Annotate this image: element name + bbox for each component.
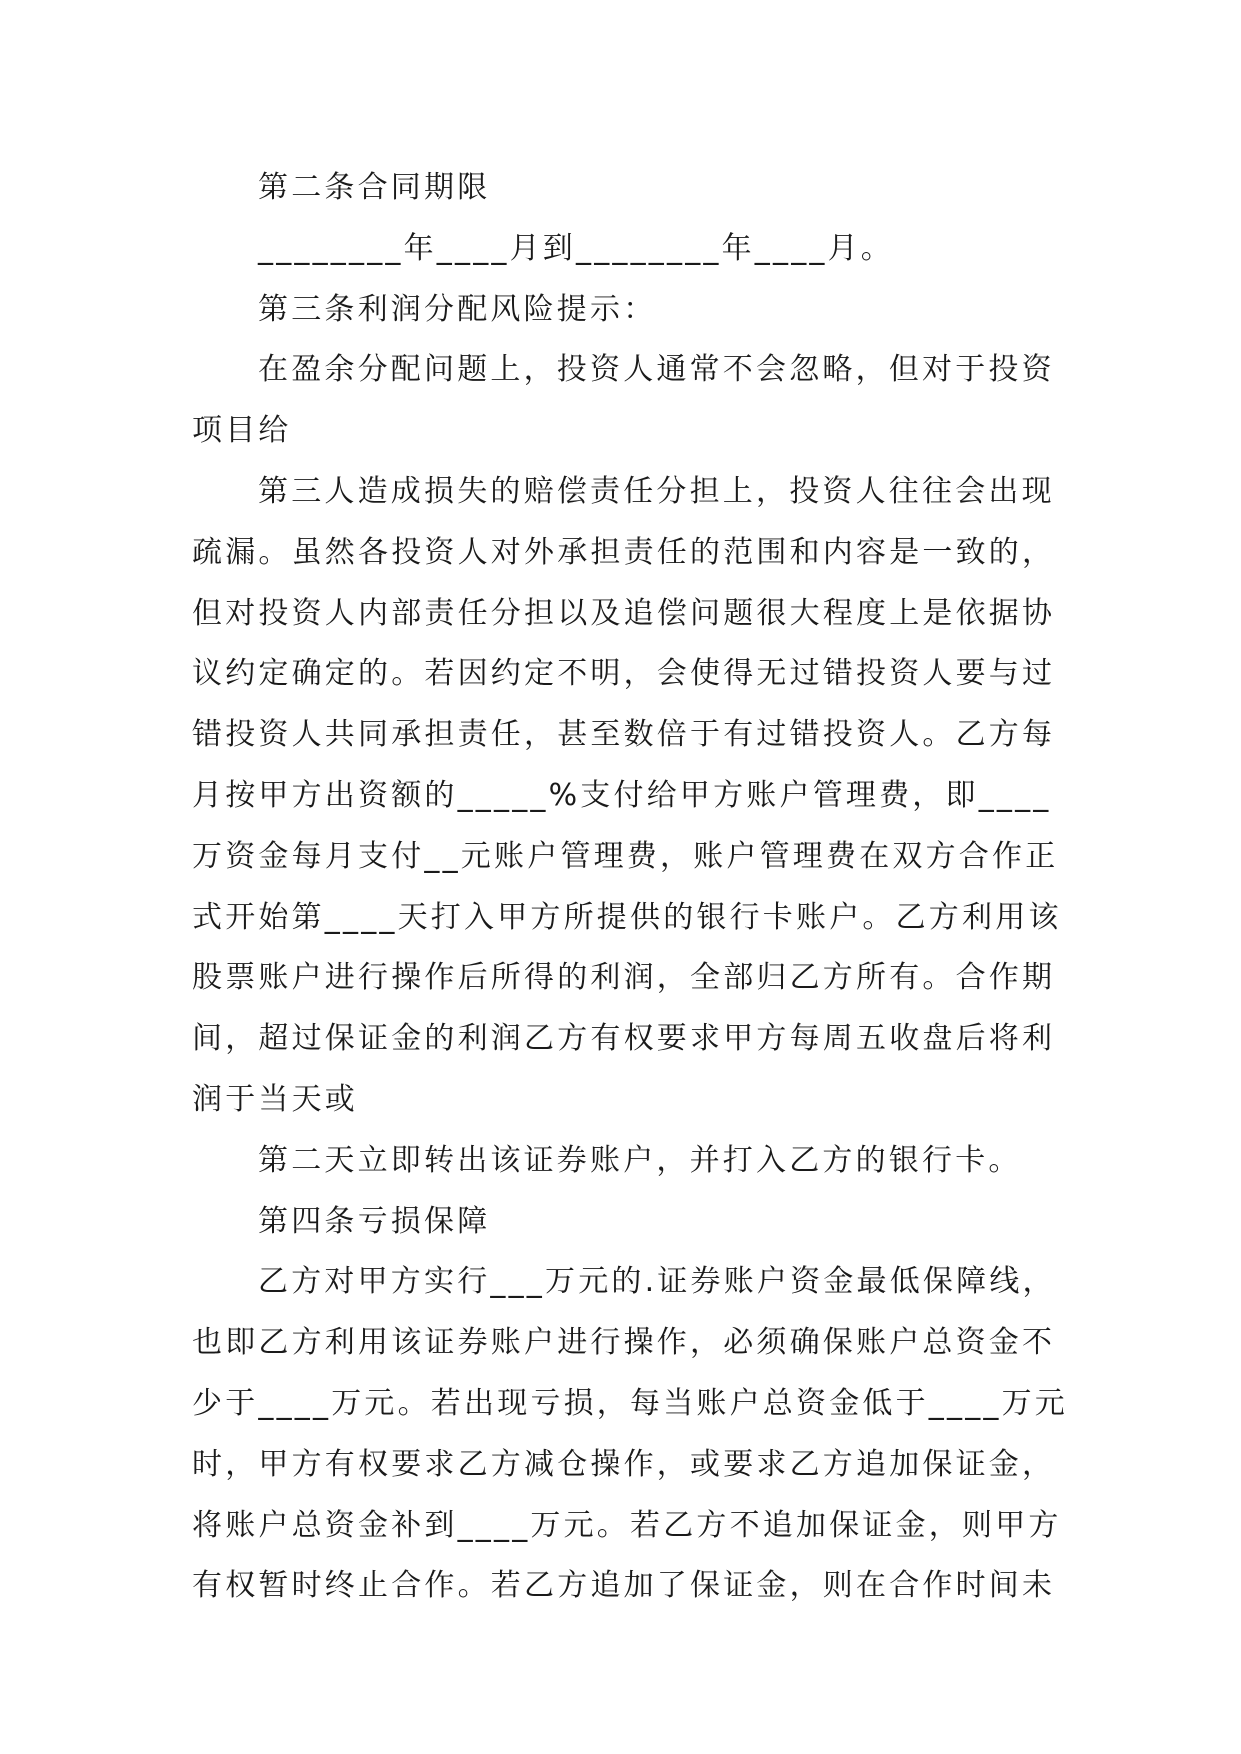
paragraph-article-3-title: 第三条利润分配风险提示： bbox=[258, 291, 657, 327]
paragraph-contract-period: ________年____月到________年____月。 bbox=[258, 230, 894, 266]
paragraph-transfer-out: 第二天立即转出该证券账户，并打入乙方的银行卡。 bbox=[258, 1142, 1022, 1178]
paragraph-loss-guarantee: 乙方对甲方实行___万元的.证券账户资金最低保障线，也即乙方利用该证券账户进行操作，必须确保账户总资金不少于____万元。若出现亏损，每当账户总资金低于____万元时，甲方有权要求乙方减仓操作，或要求乙方追加保证金，将账户总资金补到____万元。若乙方不追加保证金，则甲方有权暂时终止合作。若乙方追加了保证金，则在合作时间未 bbox=[192, 1264, 1068, 1604]
paragraph-profit-distribution: 在盈余分配问题上，投资人通常不会忽略，但对于投资项目给 bbox=[192, 352, 1055, 449]
paragraph-article-2-title: 第二条合同期限 bbox=[258, 170, 491, 205]
paragraph-liability-and-fees: 第三人造成损失的赔偿责任分担上，投资人往往会出现疏漏。虽然各投资人对外承担责任的范围和内容是一致的，但对投资人内部责任分担以及追偿问题很大程度上是依据协议约定确定的。若因约定不明，会使得无过错投资人要与过错投资人共同承担责任，甚至数倍于有过错投资人。乙方每月按甲方出资额的_____%支付给甲方账户管理费，即____万资金每月支付__元账户管理费，账户管理费在双方合作正式开始第____天打入甲方所提供的银行卡账户。乙方利用该股票账户进行操作后所得的利润，全部归乙方所有。合作期间，超过保证金的利润乙方有权要求甲方每周五收盘后将利润于当天或 bbox=[192, 473, 1062, 1117]
paragraph-article-4-title: 第四条亏损保障 bbox=[258, 1203, 491, 1239]
document-body bbox=[192, 158, 1072, 1617]
